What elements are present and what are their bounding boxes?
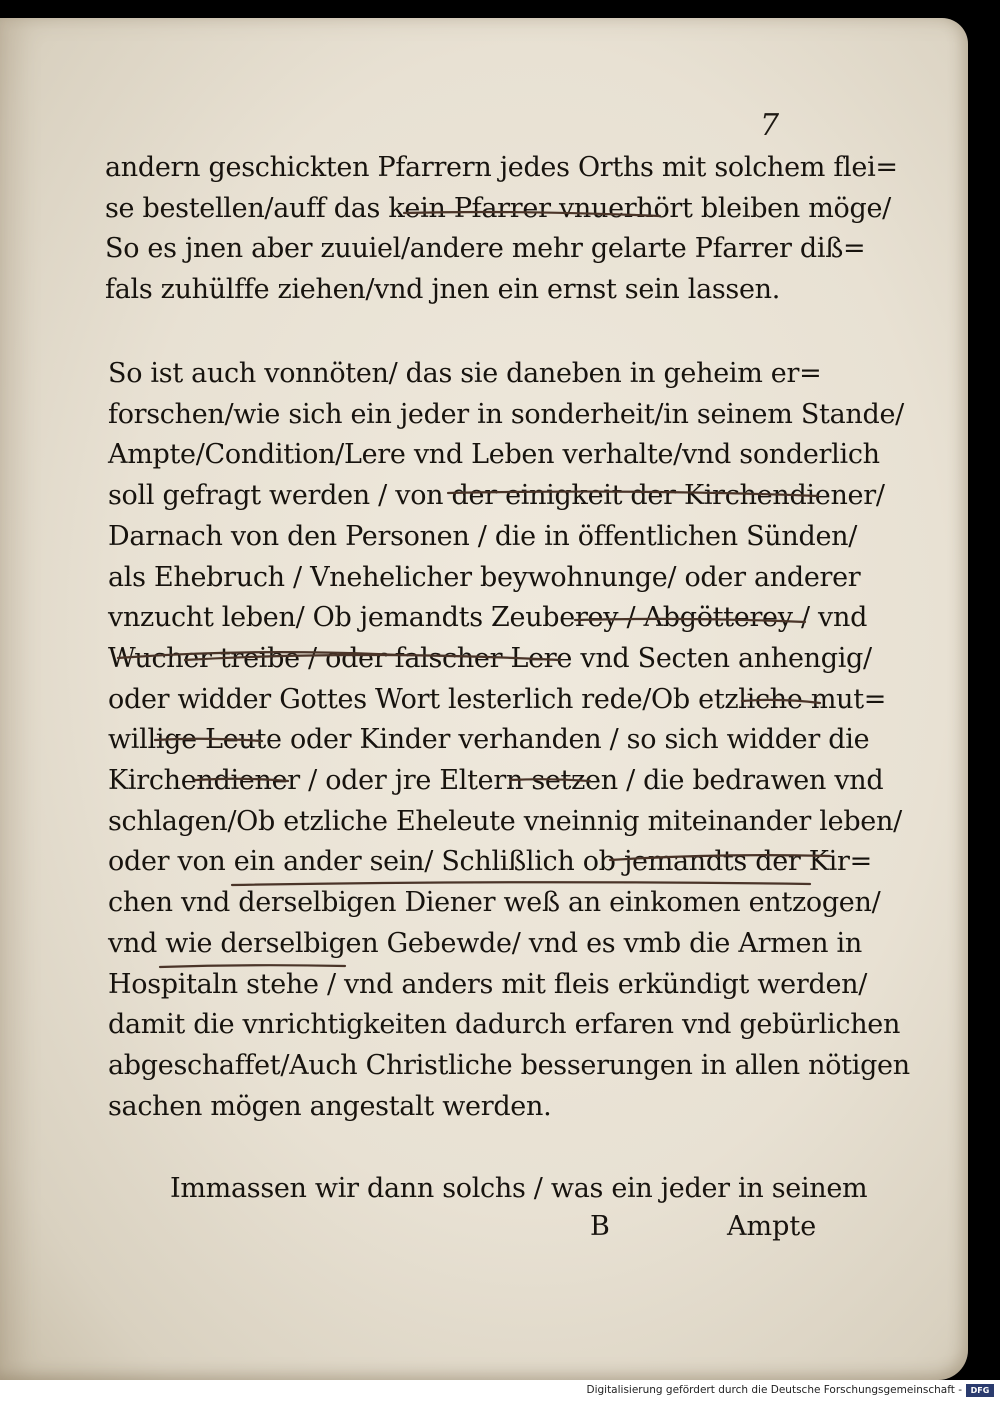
signature-mark: B <box>590 1211 610 1242</box>
footer-credit: Digitalisierung gefördert durch die Deutsche Forschungsgemeinschaft - <box>586 1384 962 1396</box>
text-line: willige Leute oder Kinder verhanden / so sich widder die <box>108 724 870 756</box>
text-line: vnzucht leben/ Ob jemandts Zeuberey / Abgötterey / vnd <box>108 602 868 634</box>
catchword: Ampte <box>727 1211 817 1242</box>
text-line: So es jnen aber zuuiel/andere mehr gelarte Pfarrer diß= <box>105 233 866 265</box>
text-line: sachen mögen angestalt werden. <box>108 1090 552 1122</box>
text-line: abgeschaffet/Auch Christliche besserungen in allen nötigen <box>108 1049 910 1081</box>
text-line: damit die vnrichtigkeiten dadurch erfaren vnd gebürlichen <box>108 1009 901 1041</box>
text-line: Immassen wir dann solchs / was ein jeder in seinem <box>170 1173 868 1204</box>
dfg-logo: DFG <box>966 1384 994 1397</box>
text-line: als Ehebruch / Vnehelicher beywohnunge/ oder anderer <box>108 561 861 593</box>
text-line: se bestellen/auff das kein Pfarrer vnuerhört bleiben möge/ <box>105 192 891 224</box>
page-footer-marks <box>590 1211 830 1255</box>
text-line: forschen/wie sich ein jeder in sonderheit/in seinem Stande/ <box>108 398 904 430</box>
text-line: vnd wie derselbigen Gebewde/ vnd es vmb die Armen in <box>108 927 862 959</box>
paragraph-1 <box>105 148 898 311</box>
text-line: schlagen/Ob etzliche Eheleute vneinnig miteinander leben/ <box>108 805 902 837</box>
text-line: oder widder Gottes Wort lesterlich rede/Ob etzliche mut= <box>108 683 887 715</box>
page-number: 7 <box>760 108 780 143</box>
text-line: soll gefragt werden / von der einigkeit der Kirchendiener/ <box>108 480 885 512</box>
text-line: chen vnd derselbigen Diener weß an einkomen entzogen/ <box>108 887 881 919</box>
text-line: andern geschickten Pfarrern jedes Orths mit solchem flei= <box>105 152 898 183</box>
text-line: fals zuhülffe ziehen/vnd jnen ein ernst sein lassen. <box>105 274 781 306</box>
text-line: Darnach von den Personen / die in öffentlichen Sünden/ <box>108 520 858 552</box>
book-page <box>0 18 968 1380</box>
text-line: Kirchendiener / oder jre Eltern setzen / die bedrawen vnd <box>108 765 884 797</box>
digitization-footer <box>0 1380 1000 1401</box>
text-line: Hospitaln stehe / vnd anders mit fleis erkündigt werden/ <box>108 968 868 1000</box>
text-line: So ist auch vonnöten/ das sie daneben in geheim er= <box>108 358 822 389</box>
paragraph-3 <box>170 1169 868 1210</box>
text-line: Wucher treibe / oder falscher Lere vnd Secten anhengig/ <box>108 642 872 674</box>
text-line: Ampte/Condition/Lere vnd Leben verhalte/vnd sonderlich <box>108 439 880 471</box>
text-line: oder von ein ander sein/ Schlißlich ob jemandts der Kir= <box>108 846 872 878</box>
paragraph-2 <box>108 354 910 1127</box>
